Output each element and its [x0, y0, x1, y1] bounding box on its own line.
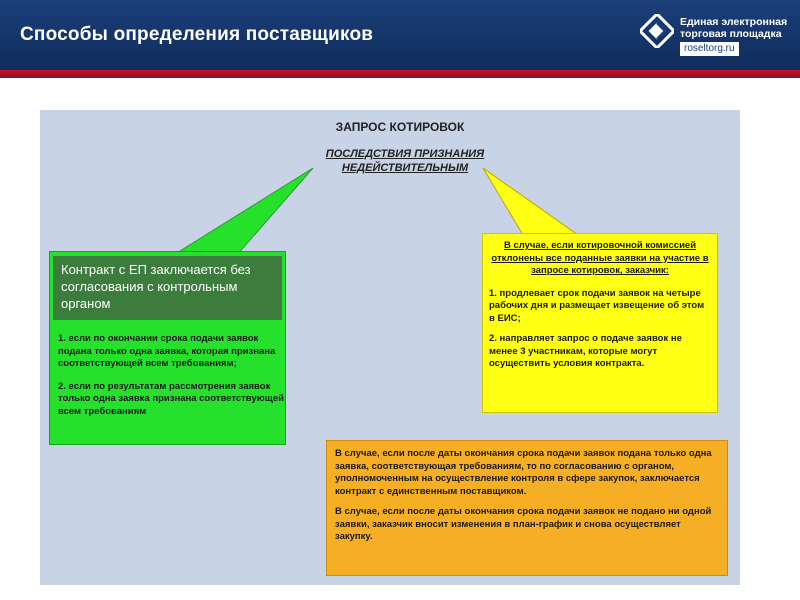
page-title: Способы определения поставщиков [20, 24, 374, 45]
orange-para-1: В случае, если после даты окончания срока подачи заявок подана только одна заявка, соответствующая требованиям, то по согласованию с органом, уполномоченным на осуществление контроля в сфере закупок, заключается контракт с единственным поставщиком. [335, 448, 712, 497]
yellow-box [482, 233, 718, 413]
yellow-item-2: 2. направляет запрос о подаче заявок не менее 3 участникам, которые могут осуществить условия контракта. [489, 333, 682, 369]
subtitle-line-1: ПОСЛЕДСТВИЯ ПРИЗНАНИЯ [325, 148, 485, 160]
diagram-subtitle [300, 147, 510, 175]
green-item-2: 2. если по результатам рассмотрения заявок только одна заявка признана соответствующей всем требованиям [58, 380, 284, 417]
logo-url: roseltorg.ru [680, 42, 739, 56]
logo-name: Единая электронная торговая площадка [680, 16, 788, 40]
orange-box [326, 440, 728, 576]
arrow-to-green [172, 168, 313, 256]
yellow-item-1: 1. продлевает срок подачи заявок на четыре рабочих дня и размещает извещение об этом в ЕИС; [489, 287, 705, 324]
green-box-text [58, 333, 284, 428]
yellow-box-header: В случае, если котировочной комиссией отклонены все поданные заявки на участие в запросе котировок, заказчик: [491, 240, 709, 276]
green-item-1: 1. если по окончании срока подачи заявок подана только одна заявка, которая признана соответствующей всем требованиям; [58, 333, 276, 369]
orange-para-2: В случае, если после даты окончания срока подачи заявок не подано ни одной заявки, заказчик вносит изменения в план-график и снова осуществляет закупку. [335, 506, 712, 542]
diagram-title: ЗАПРОС КОТИРОВОК [335, 120, 465, 134]
arrow-to-yellow [483, 168, 578, 235]
green-box-header: Контракт с ЕП заключается без согласования с контрольным органом [53, 256, 282, 320]
subtitle-line-2: НЕДЕЙСТВИТЕЛЬНЫМ [341, 162, 469, 174]
